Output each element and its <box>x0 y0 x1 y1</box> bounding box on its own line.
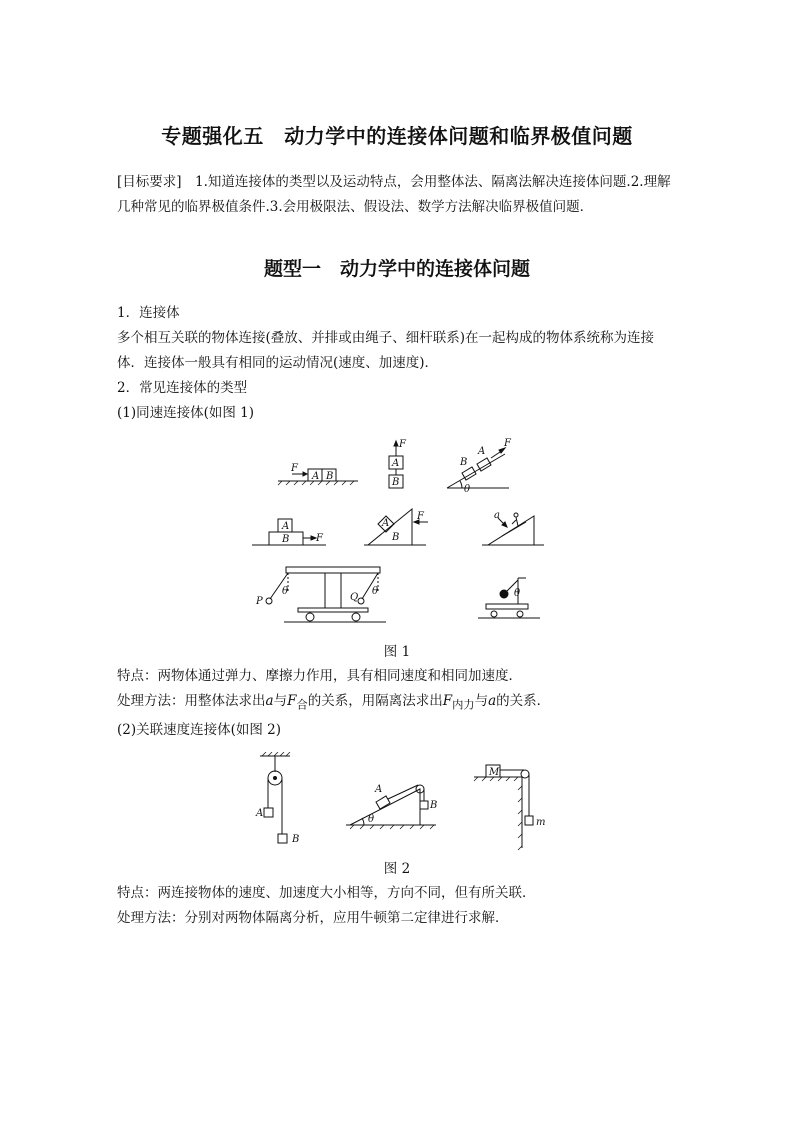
goals-line2: 几种常见的临界极值条件.3.会用极限法、假设法、数学方法解决临界极值问题． <box>117 199 594 215</box>
fig2-label-theta: θ <box>368 814 375 825</box>
sub2-feature: 特点：两连接物体的速度、加速度大小相等，方向不同，但有所关联． <box>117 885 536 901</box>
fig1-label-p: P <box>256 596 263 607</box>
sub2-method: 处理方法：分别对两物体隔离分析，应用牛顿第二定律进行求解． <box>117 910 509 926</box>
fig1-label-theta: θ <box>464 484 471 495</box>
item2-heading: 2．常见连接体的类型 <box>117 380 248 396</box>
fig2-panel-incline-pulley <box>346 784 437 829</box>
sub-he: 合 <box>296 698 308 712</box>
fig1-label-f: F <box>291 463 298 474</box>
fig1-label-b-block: B <box>326 471 334 482</box>
figure-2-caption: 图 2 <box>383 861 411 877</box>
fig2-label-small-m: m <box>536 817 546 828</box>
fig1-panel-vertical <box>389 439 407 488</box>
fig2-label-b2: B <box>430 800 438 811</box>
fig1-label-a6: a <box>494 510 500 521</box>
fig1-label-theta-pend: θ <box>514 588 521 599</box>
fig1-label-f3: F <box>504 438 511 449</box>
sub1-method-c: 的关系，用隔离法求出 <box>307 693 443 709</box>
fig1-panel-side-by-side <box>278 463 358 485</box>
fig1-label-f2: F <box>399 439 406 450</box>
sym-a-2: a <box>488 693 497 709</box>
goals-tag: [目标要求] <box>117 174 182 190</box>
fig1-panel-wedge <box>364 509 428 545</box>
fig1-label-a3: A <box>478 446 486 457</box>
sub1-heading: (1)同速连接体(如图 1) <box>117 405 255 421</box>
sub1-method <box>117 689 677 718</box>
fig1-label-a5: A <box>382 518 390 529</box>
section-title: 题型一 动力学中的连接体问题 <box>263 258 530 280</box>
fig1-label-b4: B <box>282 534 290 545</box>
fig2-panel-table <box>474 765 545 850</box>
fig1-label-a-block: A <box>312 471 320 482</box>
figure-2 <box>250 752 550 852</box>
fig1-label-b3: B <box>460 457 468 468</box>
fig2-label-big-m: M <box>489 767 500 778</box>
sub1-method-b: 与 <box>273 693 288 709</box>
sub2-heading: (2)关联速度连接体(如图 2) <box>117 721 282 738</box>
section1-body <box>117 301 677 426</box>
figure-1-caption: 图 1 <box>383 644 411 660</box>
sub1-body <box>117 664 677 743</box>
fig2-label-b1: B <box>292 834 300 845</box>
fig1-panel-incline <box>447 438 512 495</box>
fig2-label-a1: A <box>256 808 264 819</box>
fig1-panel-cart <box>255 567 386 622</box>
sub1-method-e: 的关系． <box>496 693 551 709</box>
sub1-feature: 特点：两物体通过弹力、摩擦力作用，具有相同速度和相同加速度． <box>117 668 522 684</box>
item1-line1: 多个相互关联的物体连接(叠放、并排或由绳子、细杆联系)在一起构成的物体系统称为连接 <box>117 330 655 346</box>
fig1-label-b2: B <box>392 477 400 488</box>
fig1-panel-pendulum-cart <box>478 578 540 618</box>
sym-f-2: F <box>442 693 453 709</box>
fig2-label-a2: A <box>375 784 383 795</box>
fig1-label-q: Q <box>350 592 359 603</box>
fig1-label-theta-q: θ <box>372 586 379 597</box>
sym-f-1: F <box>287 693 297 709</box>
fig1-panel-stacked <box>252 519 326 545</box>
fig1-label-f5: F <box>417 511 424 522</box>
fig1-label-f4: F <box>316 533 323 544</box>
fig1-label-b5: B <box>392 532 400 543</box>
goals-paragraph <box>117 170 677 220</box>
sub1-method-a: 处理方法：用整体法求出 <box>117 693 266 709</box>
sub1-method-d: 与 <box>474 693 489 709</box>
sub2-body <box>117 881 677 931</box>
sub-nei: 内力 <box>452 698 475 712</box>
page-title: 专题强化五 动力学中的连接体问题和临界极值问题 <box>161 124 633 148</box>
fig1-panel-slider <box>482 510 544 545</box>
goals-line1: 1.知道连接体的类型以及运动特点，会用整体法、隔离法解决连接体问题.2.理解 <box>181 174 671 190</box>
fig1-label-a4: A <box>282 521 290 532</box>
fig2-panel-pulley <box>255 752 299 845</box>
item1-heading: 1．连接体 <box>117 305 180 321</box>
item1-line2: 体．连接体一般具有相同的运动情况(速度、加速度)． <box>117 355 439 371</box>
fig1-label-a2: A <box>392 458 400 469</box>
sym-a-1: a <box>265 693 274 709</box>
fig1-label-theta-p: θ <box>282 586 289 597</box>
figure-1 <box>240 436 560 636</box>
